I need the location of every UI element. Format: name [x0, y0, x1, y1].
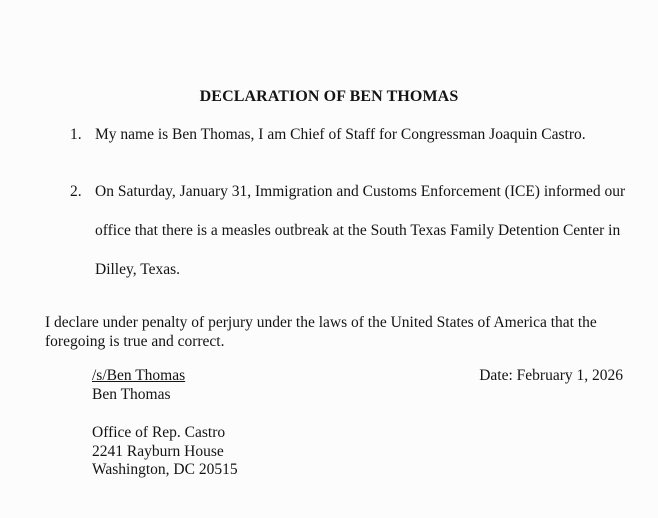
- document-title: DECLARATION OF BEN THOMAS: [199, 88, 459, 105]
- declaration-statement: [45, 313, 645, 351]
- address-line: 2241 Rayburn House: [92, 442, 224, 460]
- paragraph-number: 2.: [70, 183, 82, 200]
- address-line: Washington, DC 20515: [92, 461, 238, 478]
- paragraph-line: office that there is a measles outbreak at the South Texas Family Detention Center in: [95, 222, 621, 239]
- paragraph-1: [70, 115, 655, 154]
- electronic-signature: /s/Ben Thomas: [92, 367, 186, 384]
- address-line: Office of Rep. Castro: [92, 424, 226, 441]
- signature-date: Date: February 1, 2026: [479, 367, 623, 384]
- paragraph-line: My name is Ben Thomas, I am Chief of Staff for Congressman Joaquin Castro.: [95, 126, 586, 143]
- paragraph-line: On Saturday, January 31, Immigration and Customs Enforcement (ICE) informed our: [95, 183, 626, 200]
- paragraph-line: Dilley, Texas.: [95, 261, 181, 278]
- paragraph-number: 1.: [70, 126, 82, 143]
- signer-name: Ben Thomas: [92, 385, 171, 403]
- paragraph-2: [70, 172, 643, 289]
- declaration-line: I declare under penalty of perjury under the laws of the United States of America that the: [45, 314, 597, 331]
- signature-block: [92, 367, 185, 404]
- declaration-line: foregoing is true and correct.: [45, 333, 225, 350]
- office-address: [92, 424, 238, 480]
